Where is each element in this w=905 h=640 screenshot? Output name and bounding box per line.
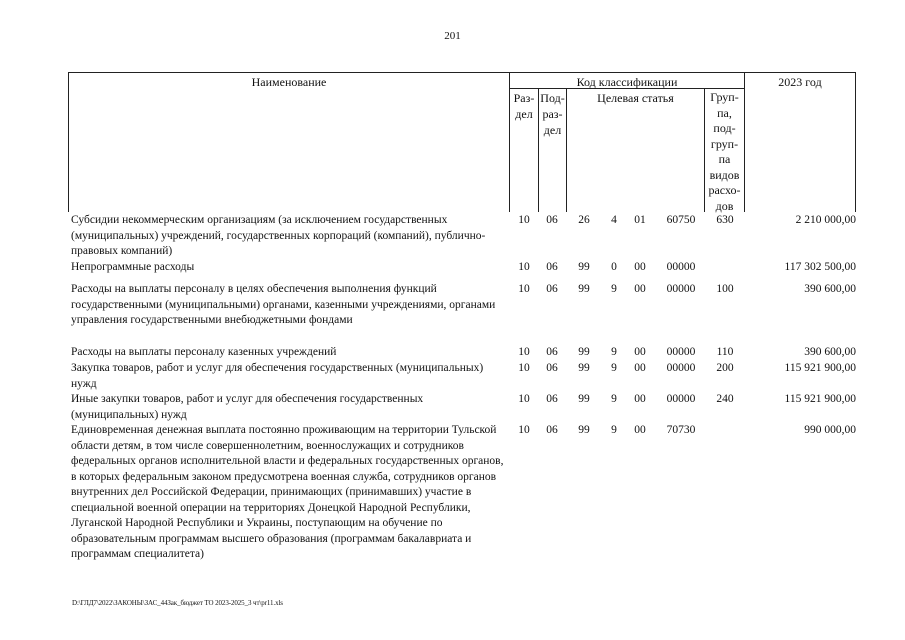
row-cs-direction: 00000 (666, 362, 696, 374)
row-cs-program: 99 (578, 283, 590, 295)
page-number: 201 (444, 30, 461, 42)
row-name: Субсидии некоммерческим организациям (за исключением государственных (муниципальных) учреждений, государственных корпораций (компаний), публично-правовых компаний) (71, 214, 486, 257)
row-cs-program: 99 (578, 362, 590, 374)
row-cs-direction: 00000 (666, 283, 696, 295)
header-divider-year (744, 72, 745, 212)
row-name: Непрограммные расходы (71, 261, 195, 273)
row-amount: 2 210 000,00 (795, 214, 856, 226)
row-name: Расходы на выплаты персоналу казенных учреждений (71, 346, 337, 358)
row-podrazdel: 06 (546, 424, 558, 436)
row-cs-main: 00 (634, 362, 646, 374)
row-amount: 115 921 900,00 (784, 393, 856, 405)
row-cs-type: 9 (611, 283, 617, 295)
row-vr: 200 (716, 362, 734, 374)
row-name: Иные закупки товаров, работ и услуг для обеспечения государственных (муниципальных) нужд (71, 393, 424, 421)
row-amount: 117 302 500,00 (784, 261, 856, 273)
row-cs-main: 00 (634, 261, 646, 273)
row-razdel: 10 (518, 214, 530, 226)
row-name: Расходы на выплаты персоналу в целях обеспечения выполнения функций государственными (муниципальными) органами, казенными учреждениями, органами управления государственными внебюджетными фондами (71, 283, 496, 326)
row-razdel: 10 (518, 362, 530, 374)
header-code: Код классификации (576, 75, 678, 89)
row-cs-type: 0 (611, 261, 617, 273)
row-podrazdel: 06 (546, 214, 558, 226)
row-cs-main: 00 (634, 424, 646, 436)
row-cs-program: 26 (578, 214, 590, 226)
row-razdel: 10 (518, 346, 530, 358)
row-cs-program: 99 (578, 424, 590, 436)
header-podrazdel: Под- раз- дел (540, 91, 565, 137)
header-target: Целевая статья (597, 91, 674, 105)
row-podrazdel: 06 (546, 362, 558, 374)
row-cs-program: 99 (578, 393, 590, 405)
row-amount: 390 600,00 (804, 283, 856, 295)
header-right-border (855, 72, 856, 212)
row-vr: 110 (716, 346, 734, 358)
row-cs-type: 9 (611, 346, 617, 358)
row-cs-direction: 00000 (666, 261, 696, 273)
row-cs-type: 9 (611, 393, 617, 405)
header-name: Наименование (251, 75, 327, 89)
row-vr: 240 (716, 393, 734, 405)
row-razdel: 10 (518, 261, 530, 273)
header-razdel: Раз- дел (513, 91, 535, 121)
row-cs-main: 00 (634, 393, 646, 405)
row-podrazdel: 06 (546, 346, 558, 358)
row-amount: 115 921 900,00 (784, 362, 856, 374)
row-vr: 100 (716, 283, 734, 295)
header-divider-podrazdel (566, 88, 567, 212)
row-cs-direction: 00000 (666, 393, 696, 405)
row-cs-direction: 70730 (666, 424, 696, 436)
row-cs-main: 00 (634, 346, 646, 358)
row-amount: 390 600,00 (804, 346, 856, 358)
row-cs-program: 99 (578, 261, 590, 273)
row-cs-type: 4 (611, 214, 617, 226)
row-name: Единовременная денежная выплата постоянно проживающим на территории Тульской области детям, в том числе совершеннолетним, военнослужащих и сотрудников федеральных органов исполнительной власти и федеральных государственных органов, в которых федеральным законом предусмотрена военная служба, сотрудников органов внутренних дел Российской Федерации, принимающих (принимавших) участие в специальной военной операции на территориях Донецкой Народной Республики, Луганской Народной Республики и Украины, поступающим на обучение по образовательным программам высшего образования (программам бакалавриата и программам специалитета) (71, 424, 504, 560)
row-cs-main: 01 (634, 214, 646, 226)
file-path-footer: D:\ГЛД7\2022\ЗАКОНЫ\ЗАС_44Зак_бюджет ТО 2023-2025_3 чт\pr11.xls (72, 599, 283, 607)
row-amount: 990 000,00 (804, 424, 856, 436)
row-podrazdel: 06 (546, 393, 558, 405)
row-razdel: 10 (518, 283, 530, 295)
row-cs-type: 9 (611, 424, 617, 436)
row-podrazdel: 06 (546, 261, 558, 273)
row-name: Закупка товаров, работ и услуг для обеспечения государственных (муниципальных) нужд (71, 362, 484, 390)
header-top-border (68, 72, 856, 73)
header-left-border (68, 72, 69, 212)
header-year: 2023 год (778, 75, 822, 89)
row-cs-type: 9 (611, 362, 617, 374)
row-cs-program: 99 (578, 346, 590, 358)
row-podrazdel: 06 (546, 283, 558, 295)
row-razdel: 10 (518, 424, 530, 436)
row-cs-main: 00 (634, 283, 646, 295)
header-group: Груп- па, под- груп- па видов расхо- дов (708, 90, 741, 213)
row-cs-direction: 60750 (666, 214, 696, 226)
row-cs-direction: 00000 (666, 346, 696, 358)
row-razdel: 10 (518, 393, 530, 405)
row-vr: 630 (716, 214, 734, 226)
